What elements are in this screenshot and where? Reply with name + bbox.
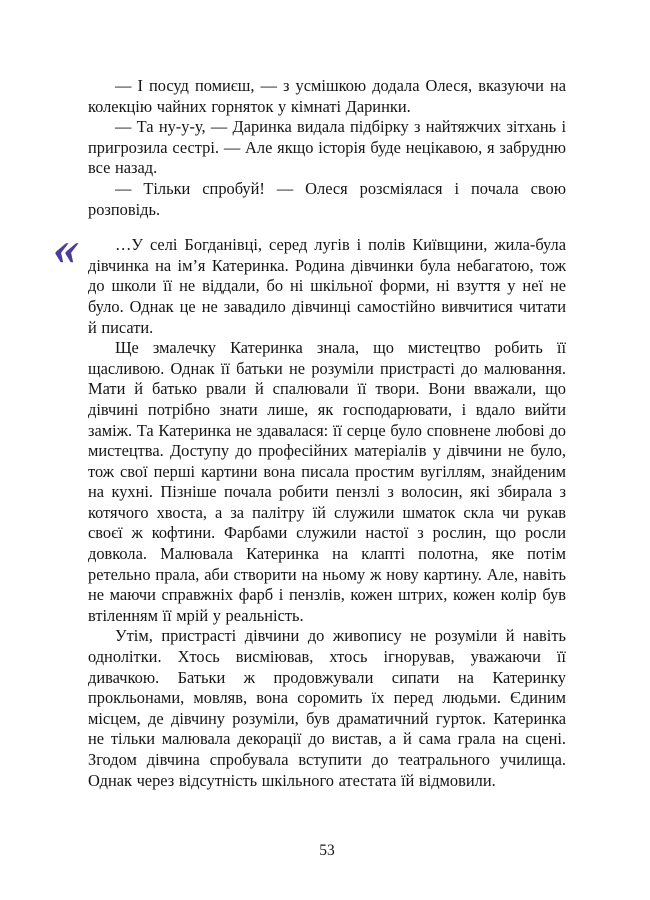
story-paragraph: Утім, пристрасті дівчини до живопису не розуміли й навіть однолітки. Хтось висміював, хтось ігнорував, уважаючи її дивачкою. Батьки ж продовжували сипати на Катеринку прокльонами, мовляв, вона соромить їх перед людьми. Єдиним місцем, де дівчину розуміли, був драматичний гурток. Катеринка не тільки малювала декорації до вистав, а й сама грала на сцені. Згодом дівчина спробувала вступити до театрального училища. Однак через відсутність шкільного атестата їй відмовили. — [88, 626, 566, 790]
dialogue-paragraph: — Тільки спробуй! — Олеся розсміялася і почала свою розповідь. — [88, 178, 566, 219]
section-quote-mark-icon: « — [51, 219, 78, 275]
story-paragraph: Ще змалечку Катеринка знала, що мистецтво робить її щасливою. Однак її батьки не розуміли пристрасті до малювання. Мати й батько рвали й спалювали її твори. Вони вважали, що дівчині потрібно знати лише, як господарювати, і вдало вийти заміж. Та Катеринка не здавалася: її серце було сповнене любові до мистецтва. Доступу до професійних матеріалів у дівчини не було, тож свої перші картини вона писала простим вугіллям, знайденим на кухні. Пізніше почала робити пензлі з волосин, які збирала з котячого хвоста, а за палітру їй служили шматок скла чи рукав своєї ж кофтини. Фарбами служили настої з рослин, що росли довкола. Малювала Катеринка на клапті полотна, яке потім ретельно прала, аби створити на ньому ж нову картину. Але, навіть не маючи справжніх фарб і пензлів, кожен штрих, кожен колір був втіленням її мрій у реальність. — [88, 338, 566, 625]
dialogue-paragraph: — Та ну-у-у, — Даринка видала підбірку з найтяжчих зітхань і пригрозила сестрі. — Але якщо історія буде нецікавою, я забрудню все назад. — [88, 117, 566, 178]
dialogue-paragraph: — І посуд помиєш, — з усмішкою додала Олеся, вказуючи на колекцію чайних горняток у кімнаті Даринки. — [88, 76, 566, 116]
page-number: 53 — [319, 842, 335, 859]
text-block — [88, 76, 566, 791]
story-paragraph: …У селі Богданівці, серед лугів і полів Київщини, жила-була дівчинка на ім’я Катеринка. Родина дівчинки була небагатою, тож до школи її не віддали, бо ні шкільної форми, ні взуття у неї не було. Однак це не завадило дівчинці самостійно вивчитися читати й писати. — [88, 235, 566, 337]
